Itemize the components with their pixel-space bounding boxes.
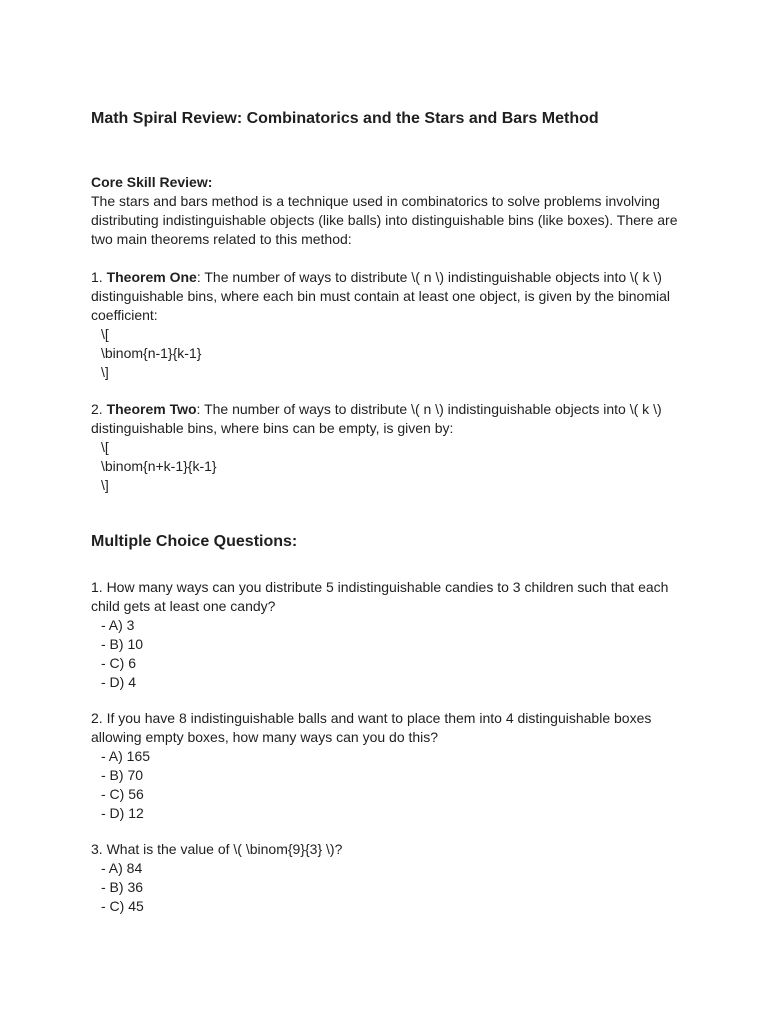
answer-option: - A) 3 (101, 617, 135, 633)
intro-line: The stars and bars method is a technique used in combinatorics to solve problems involving (91, 193, 660, 209)
intro-line: two main theorems related to this method: (91, 231, 352, 247)
theorem-one-line: distinguishable bins, where each bin must contain at least one object, is given by the binomial (91, 288, 671, 304)
theorem-one-name: Theorem One (106, 269, 197, 285)
answer-option: - C) 56 (101, 786, 144, 802)
theorem-two-formula: \binom{n+k-1}{k-1} (101, 458, 217, 474)
page-title: Math Spiral Review: Combinatorics and the Stars and Bars Method (91, 110, 599, 127)
core-skill-heading: Core Skill Review: (91, 174, 213, 190)
question-text: allowing empty boxes, how many ways can you do this? (91, 729, 439, 745)
question-text: child gets at least one candy? (91, 598, 276, 614)
theorem-two-line: distinguishable bins, where bins can be empty, is given by: (91, 420, 454, 436)
theorem-one (91, 268, 691, 382)
theorem-one-line: 1. Theorem One: The number of ways to distribute \( n \) indistinguishable objects into \( k \) (91, 269, 662, 285)
answer-option: - C) 45 (101, 898, 144, 914)
theorem-two-formula-close: \] (101, 477, 109, 493)
question-text: 3. What is the value of \( \binom{9}{3} \)? (91, 841, 343, 857)
theorem-two-line: 2. Theorem Two: The number of ways to distribute \( n \) indistinguishable objects into \( k \) (91, 401, 662, 417)
core-skill-review-section (91, 173, 691, 249)
answer-option: - B) 10 (101, 636, 144, 652)
question-text: 2. If you have 8 indistinguishable balls and want to place them into 4 distinguishable boxes (91, 710, 652, 726)
answer-option: - C) 6 (101, 655, 136, 671)
answer-option: - B) 36 (101, 879, 144, 895)
theorem-two-name: Theorem Two (106, 401, 197, 417)
theorem-one-formula-open: \[ (101, 326, 109, 342)
question-1 (91, 578, 691, 692)
answer-option: - D) 4 (101, 674, 136, 690)
answer-option: - B) 70 (101, 767, 144, 783)
theorem-two-formula-open: \[ (101, 439, 109, 455)
answer-option: - D) 12 (101, 805, 144, 821)
theorem-one-line: coefficient: (91, 307, 158, 323)
theorem-one-formula-close: \] (101, 364, 109, 380)
answer-option: - A) 165 (101, 748, 151, 764)
answer-option: - A) 84 (101, 860, 143, 876)
question-text: 1. How many ways can you distribute 5 indistinguishable candies to 3 children such that each (91, 579, 669, 595)
question-3 (91, 840, 691, 916)
mcq-heading: Multiple Choice Questions: (91, 533, 298, 550)
question-2 (91, 709, 691, 823)
intro-line: distributing indistinguishable objects (like balls) into distinguishable bins (like boxes). There are (91, 212, 678, 228)
theorem-one-formula: \binom{n-1}{k-1} (101, 345, 202, 361)
theorem-two (91, 400, 691, 495)
